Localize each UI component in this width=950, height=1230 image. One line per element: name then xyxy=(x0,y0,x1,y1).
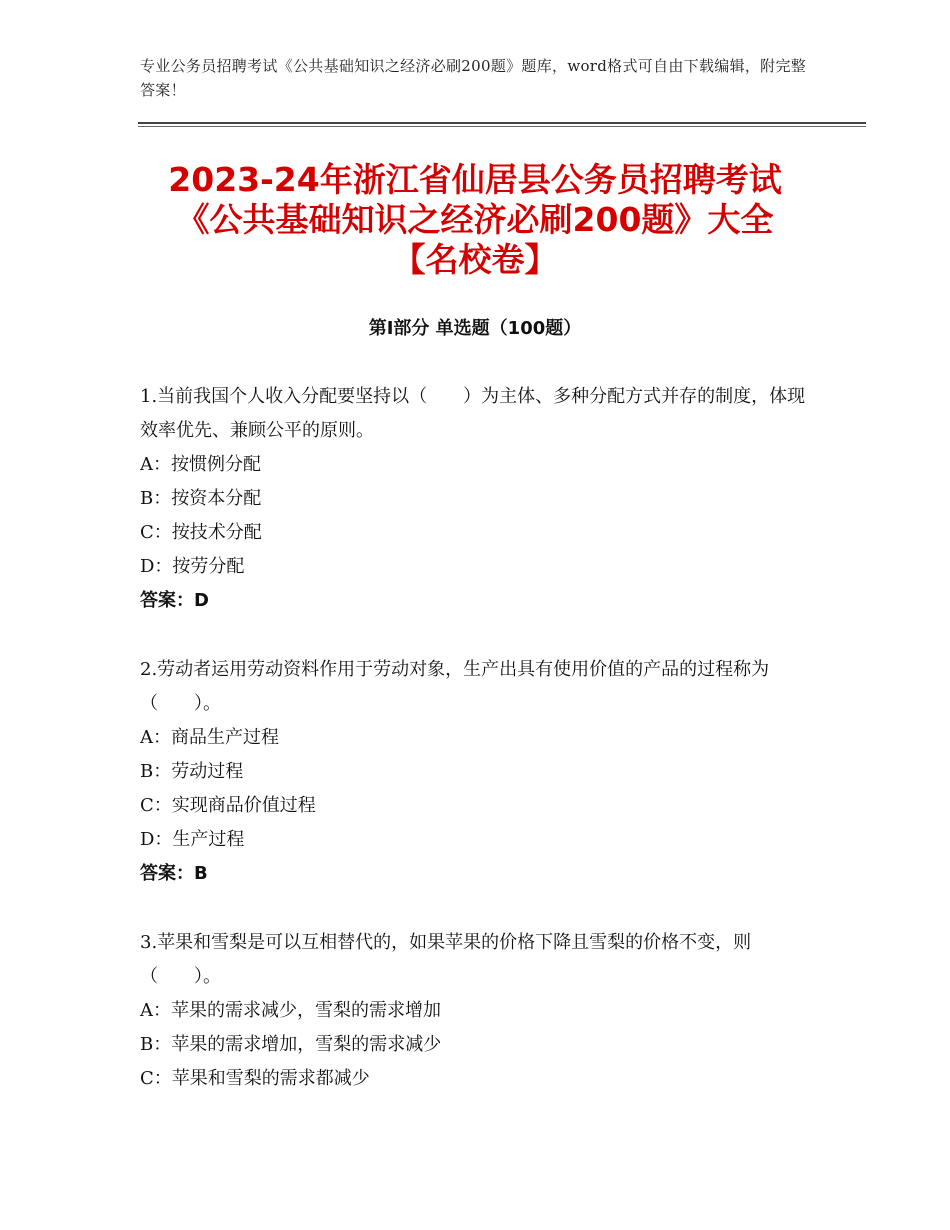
header-note: 专业公务员招聘考试《公共基础知识之经济必刷200题》题库，word格式可自由下载编辑，附完整答案！ xyxy=(140,57,807,99)
option-d: D：按劳分配 xyxy=(140,556,245,577)
header-divider-thin xyxy=(138,126,866,127)
title-line-2: 《公共基础知识之经济必刷200题》大全 xyxy=(176,200,774,239)
option-b: B：苹果的需求增加，雪梨的需求减少 xyxy=(140,1034,442,1055)
option-b: B：劳动过程 xyxy=(140,761,244,782)
question-1 xyxy=(140,380,810,618)
option-a: A：按惯例分配 xyxy=(140,454,261,475)
title-line-1: 2023-24年浙江省仙居县公务员招聘考试 xyxy=(168,160,782,199)
question-3 xyxy=(140,926,810,1096)
option-b: B：按资本分配 xyxy=(140,488,262,509)
option-a: A：苹果的需求减少，雪梨的需求增加 xyxy=(140,1000,441,1021)
option-c: C：实现商品价值过程 xyxy=(140,795,316,816)
question-stem: 2.劳动者运用劳动资料作用于劳动对象，生产出具有使用价值的产品的过程称为（ ）。 xyxy=(140,659,770,714)
answer: 答案：B xyxy=(140,863,208,884)
section-title: 第Ⅰ部分 单选题（100题） xyxy=(368,318,582,339)
title-line-3: 【名校卷】 xyxy=(392,240,558,279)
document-title xyxy=(110,160,840,280)
option-c: C：按技术分配 xyxy=(140,522,262,543)
header-divider xyxy=(138,122,866,124)
option-d: D：生产过程 xyxy=(140,829,245,850)
question-2 xyxy=(140,653,810,891)
question-stem: 1.当前我国个人收入分配要坚持以（ ）为主体、多种分配方式并存的制度，体现效率优先、兼顾公平的原则。 xyxy=(140,386,806,441)
option-c: C：苹果和雪梨的需求都减少 xyxy=(140,1068,370,1089)
question-stem: 3.苹果和雪梨是可以互相替代的，如果苹果的价格下降且雪梨的价格不变，则（ ）。 xyxy=(140,932,752,987)
answer: 答案：D xyxy=(140,590,209,611)
option-a: A：商品生产过程 xyxy=(140,727,279,748)
